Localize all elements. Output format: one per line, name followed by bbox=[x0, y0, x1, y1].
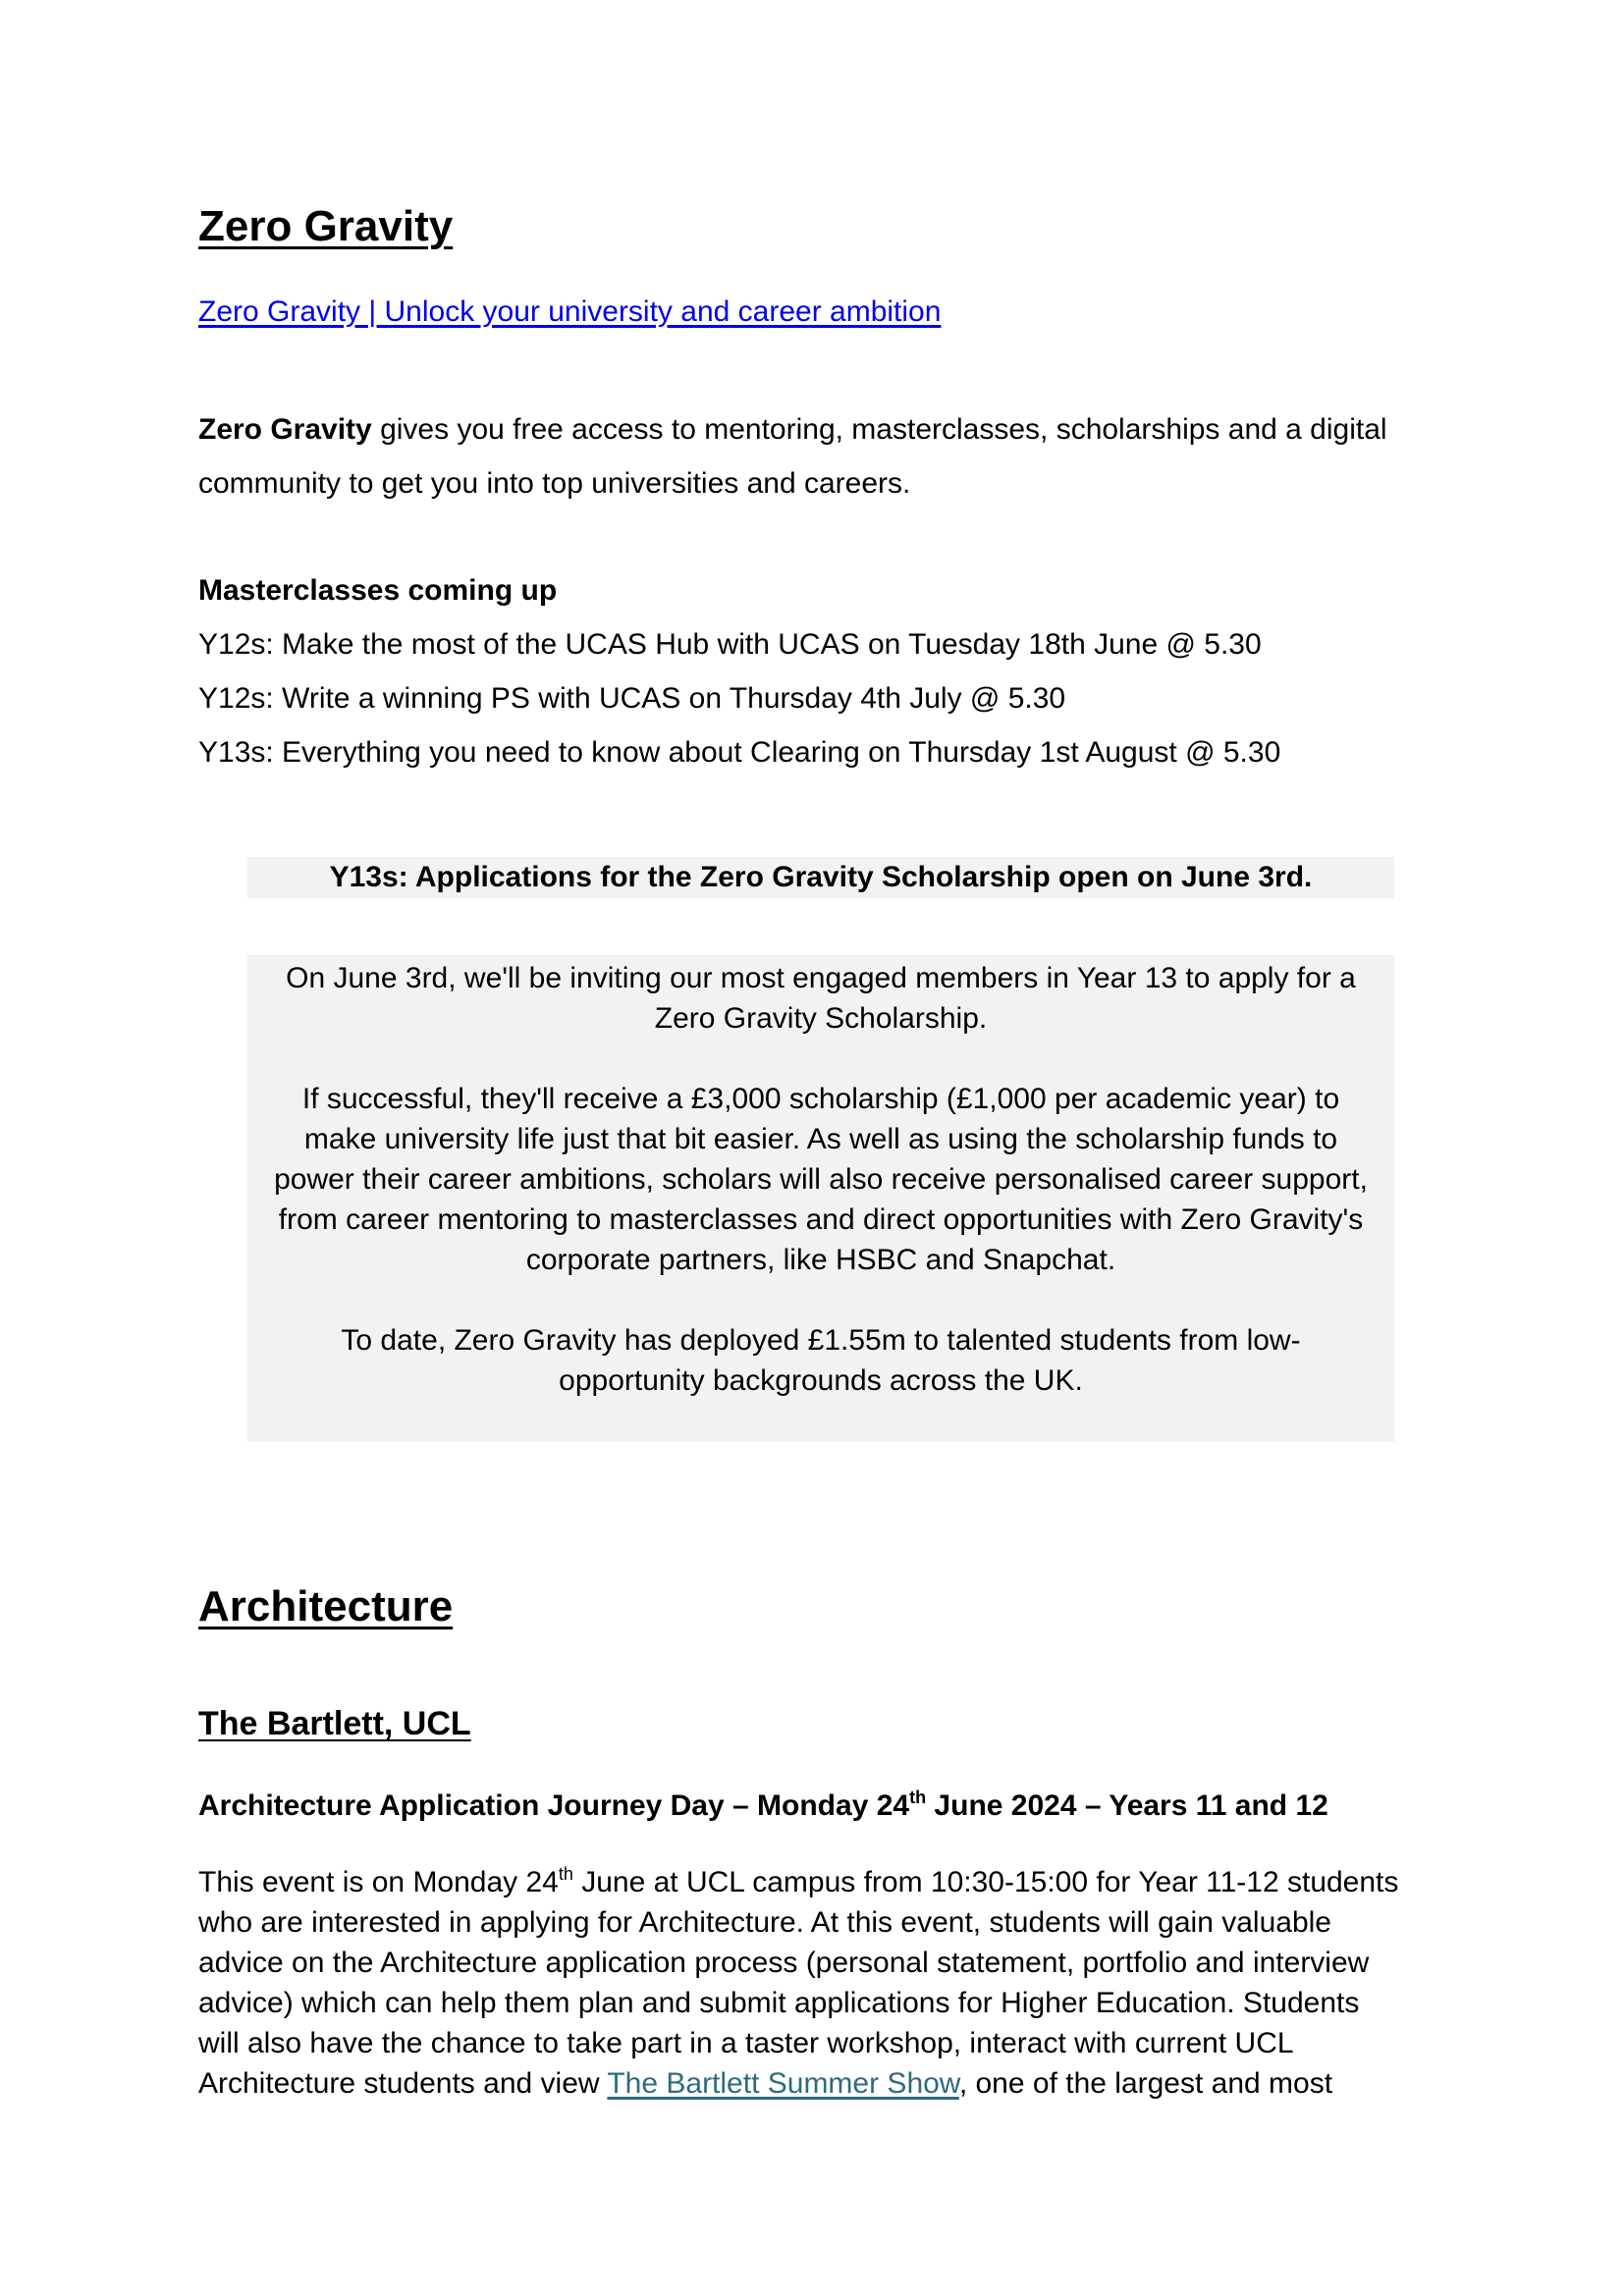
notebox-line: corporate partners, like HSBC and Snapchat. bbox=[525, 1244, 1116, 1276]
notebox-line: opportunity backgrounds across the UK. bbox=[559, 1364, 1083, 1397]
notebox-line: make university life just that bit easier. As well as using the scholarship funds to bbox=[303, 1123, 1338, 1155]
event-title-part: Architecture Application Journey Day bbox=[198, 1789, 725, 1822]
masterclass-item: Y12s: Make the most of the UCAS Hub with UCAS on Tuesday 18th June @ 5.30 bbox=[198, 628, 1262, 661]
paragraph-line: who are interested in applying for Architecture. At this event, students will gain valuable bbox=[198, 1906, 1331, 1939]
notebox-paragraph-1 bbox=[247, 958, 1394, 1039]
paragraph-text: , one of the largest and most bbox=[958, 2067, 1333, 2100]
notebox-line: If successful, they'll receive a £3,000 scholarship (£1,000 per academic year) to bbox=[301, 1083, 1340, 1115]
notebox-line: from career mentoring to masterclasses and direct opportunities with Zero Gravity's bbox=[278, 1203, 1364, 1236]
paragraph-text: June at UCL campus from 10:30-15:00 for Year 11-12 students bbox=[572, 1866, 1399, 1898]
masterclass-item: Y12s: Write a winning PS with UCAS on Thursday 4th July @ 5.30 bbox=[198, 682, 1066, 715]
bartlett-summer-show-link[interactable]: The Bartlett Summer Show bbox=[607, 2067, 959, 2100]
notebox-paragraph-2 bbox=[247, 1079, 1394, 1280]
paragraph-text: Architecture students and view bbox=[198, 2067, 608, 2100]
zero-gravity-intro-bold: Zero Gravity bbox=[198, 413, 372, 446]
event-title-part: June 2024 – Years 11 and 12 bbox=[926, 1789, 1328, 1822]
architecture-heading: Architecture bbox=[198, 1582, 454, 1630]
paragraph-line: advice) which can help them plan and submit applications for Higher Education. Students bbox=[198, 1987, 1360, 2019]
paragraph-line bbox=[198, 1862, 1445, 1902]
event-title-sup: th bbox=[909, 1788, 927, 1807]
event-title-part: – Monday 24 bbox=[724, 1789, 910, 1822]
zero-gravity-intro-line2: community to get you into top universities and careers. bbox=[198, 467, 911, 500]
paragraph-sup: th bbox=[558, 1864, 573, 1884]
masterclass-item: Y13s: Everything you need to know about Clearing on Thursday 1st August @ 5.30 bbox=[198, 736, 1281, 769]
zero-gravity-intro-line1: gives you free access to mentoring, masterclasses, scholarships and a digital bbox=[371, 413, 1387, 446]
zero-gravity-intro bbox=[198, 402, 1387, 510]
zero-gravity-link-line bbox=[198, 294, 941, 330]
zero-gravity-link[interactable]: Zero Gravity | Unlock your university and career ambition bbox=[198, 295, 942, 328]
scholarship-notebox bbox=[247, 955, 1394, 1442]
scholarship-banner: Y13s: Applications for the Zero Gravity Scholarship open on June 3rd. bbox=[247, 857, 1394, 898]
paragraph-line: advice on the Architecture application process (personal statement, portfolio and interview bbox=[198, 1947, 1370, 1979]
bartlett-subheading: The Bartlett, UCL bbox=[198, 1705, 471, 1742]
paragraph-line: will also have the chance to take part in a taster workshop, interact with current UCL bbox=[198, 2027, 1294, 2059]
event-title bbox=[198, 1789, 1328, 1824]
notebox-line: power their career ambitions, scholars will also receive personalised career support, bbox=[274, 1163, 1368, 1196]
notebox-line: Zero Gravity Scholarship. bbox=[654, 1002, 988, 1035]
masterclasses-heading: Masterclasses coming up bbox=[198, 574, 558, 607]
paragraph-text: This event is on Monday 24 bbox=[198, 1866, 559, 1898]
notebox-line: On June 3rd, we'll be inviting our most engaged members in Year 13 to apply for a bbox=[286, 962, 1356, 994]
paragraph-line bbox=[198, 2063, 1445, 2104]
notebox-paragraph-3 bbox=[247, 1320, 1394, 1401]
zero-gravity-heading: Zero Gravity bbox=[198, 202, 454, 250]
architecture-paragraph bbox=[198, 1862, 1445, 2104]
notebox-line: To date, Zero Gravity has deployed £1.55m to talented students from low- bbox=[341, 1324, 1301, 1357]
